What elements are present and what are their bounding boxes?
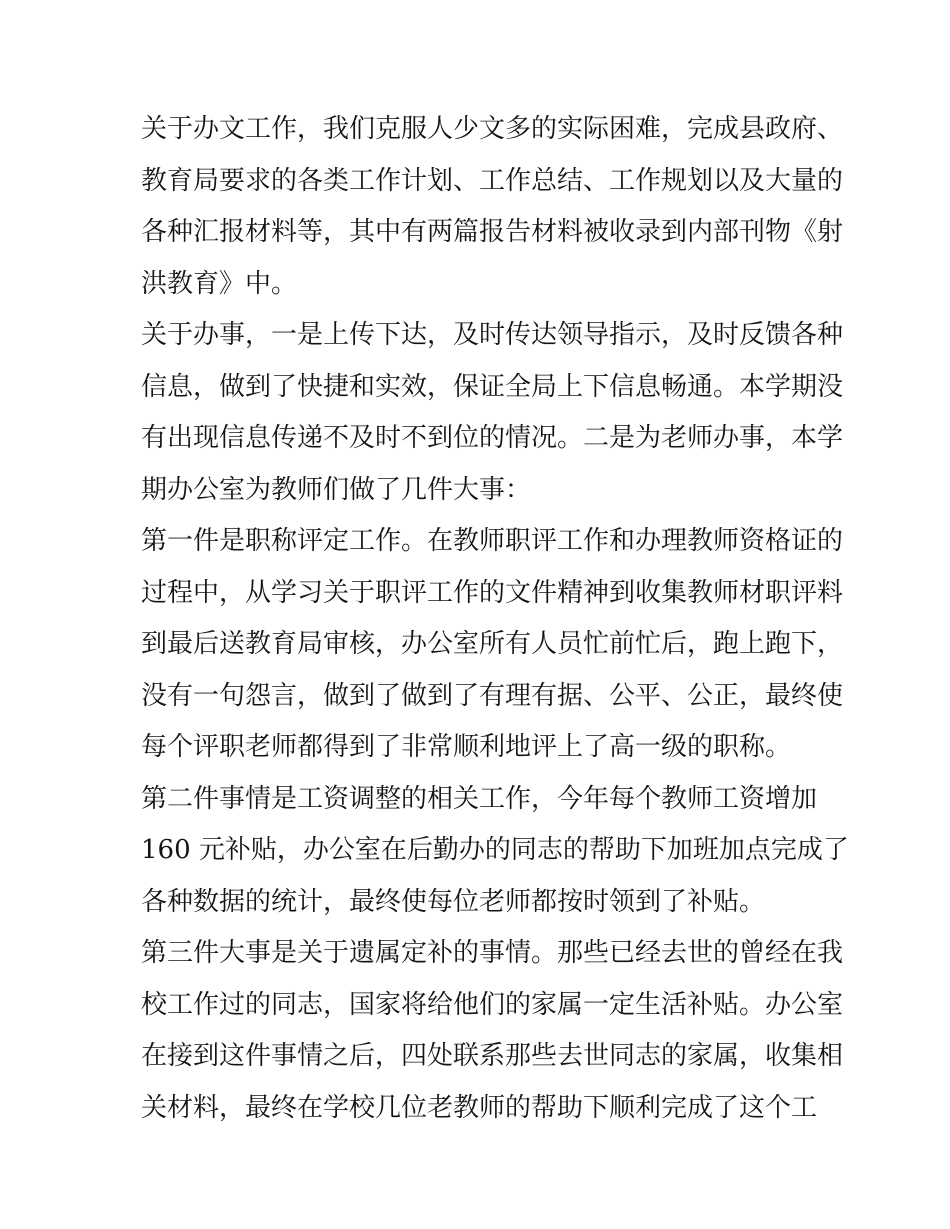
text-line-20: 关材料，最终在学校几位老教师的帮助下顺利完成了这个工 <box>141 1092 818 1123</box>
text-line-15: 160 元补贴，办公室在后勤办的同志的帮助下加班加点完成了 <box>141 835 849 865</box>
text-line-9: 第一件是职称评定工作。在教师职评工作和办理教师资格证的 <box>141 526 844 556</box>
body-text <box>141 104 849 1134</box>
text-line-3: 各种汇报材料等，其中有两篇报告材料被收录到内部刊物《射 <box>141 217 844 247</box>
text-line-4: 洪教育》中。 <box>141 268 298 299</box>
text-line-7: 有出现信息传递不及时不到位的情况。二是为老师办事，本学 <box>141 423 844 453</box>
text-line-6: 信息，做到了快捷和实效，保证全局上下信息畅通。本学期没 <box>141 371 844 402</box>
text-line-16: 各种数据的统计，最终使每位老师都按时领到了补贴。 <box>141 886 766 917</box>
text-line-12: 没有一句怨言，做到了做到了有理有据、公平、公正，最终使 <box>141 680 844 711</box>
text-line-17: 第三件大事是关于遗属定补的事情。那些已经去世的曾经在我 <box>141 938 844 968</box>
text-line-5: 关于办事，一是上传下达，及时传达领导指示，及时反馈各种 <box>141 320 844 350</box>
text-line-2: 教育局要求的各类工作计划、工作总结、工作规划以及大量的 <box>141 165 844 196</box>
text-line-10: 过程中，从学习关于职评工作的文件精神到收集教师材职评料 <box>141 577 844 608</box>
text-line-19: 在接到这件事情之后，四处联系那些去世同志的家属，收集相 <box>141 1041 844 1071</box>
text-line-18: 校工作过的同志，国家将给他们的家属一定生活补贴。办公室 <box>141 989 844 1020</box>
text-line-11: 到最后送教育局审核，办公室所有人员忙前忙后，跑上跑下， <box>141 629 844 659</box>
text-line-13: 每个评职老师都得到了非常顺利地评上了高一级的职称。 <box>141 732 792 762</box>
text-line-8: 期办公室为教师们做了几件大事： <box>141 474 532 505</box>
text-line-1: 关于办文工作，我们克服人少文多的实际困难，完成县政府、 <box>141 114 844 144</box>
text-line-14: 第二件事情是工资调整的相关工作，今年每个教师工资增加 <box>141 783 818 814</box>
